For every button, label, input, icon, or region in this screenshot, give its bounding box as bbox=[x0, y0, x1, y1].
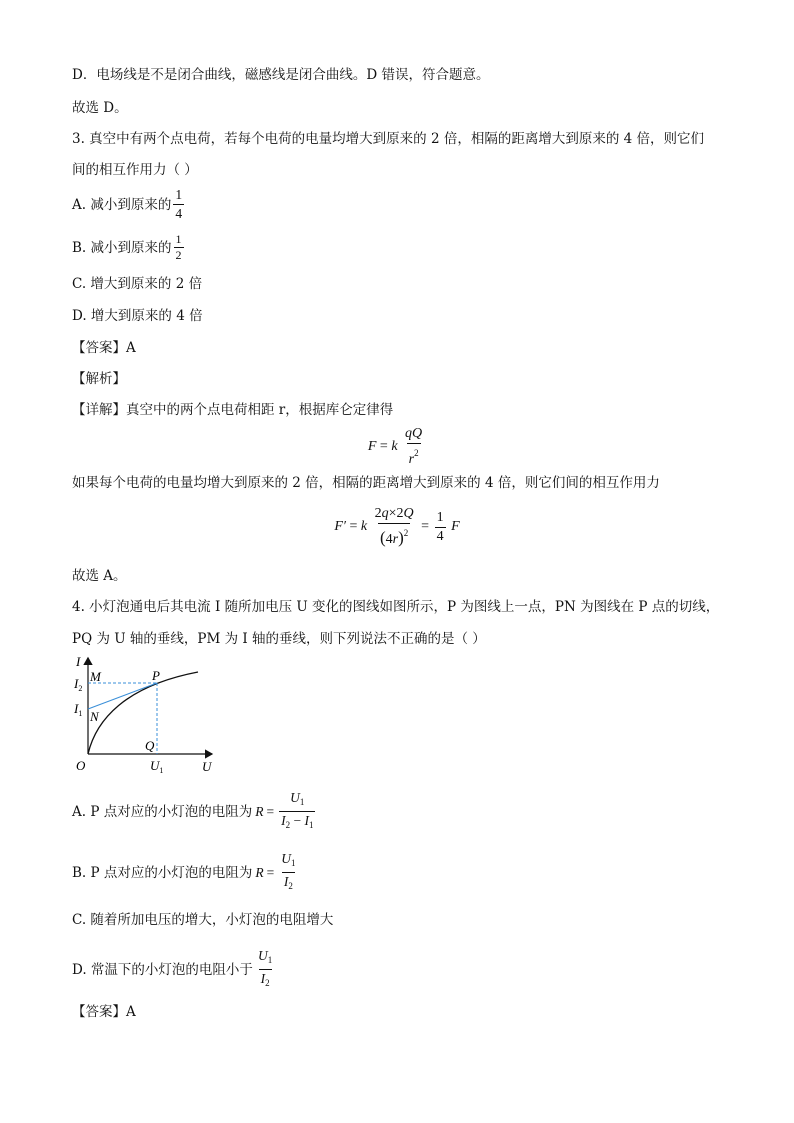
q3-answer-line bbox=[72, 339, 136, 357]
label-u: U bbox=[202, 759, 212, 774]
q3-choose-line: 故选 A。 bbox=[72, 568, 127, 584]
fraction-denominator: 2 bbox=[175, 248, 182, 262]
q3-option-b bbox=[72, 233, 186, 262]
q4-option-b-text: B. P 点对应的小灯泡的电阻为 bbox=[72, 864, 253, 881]
q4-option-c: C. 随着所加电压的增大，小灯泡的电阻增大 bbox=[72, 912, 334, 928]
q4-option-d-text: D. 常温下的小灯泡的电阻小于 bbox=[72, 961, 253, 978]
q3-option-c: C. 增大到原来的 2 倍 bbox=[72, 276, 203, 292]
label-n: N bbox=[90, 709, 99, 724]
q3-equation-1: F = k $\frac{qQ}{r^2}$ bbox=[367, 426, 423, 467]
q3-equation-2: F′ = k $\frac{2q\times 2Q}{(4r)^2}$ = $\frac{1}{4}$ F bbox=[334, 506, 460, 547]
q3-detail-line bbox=[72, 401, 393, 419]
label-o: O bbox=[76, 758, 86, 773]
detail-tag: 【详解】 bbox=[72, 402, 126, 418]
tangent-pn bbox=[88, 683, 157, 709]
q4-option-a bbox=[72, 790, 317, 833]
q3-option-b-fraction bbox=[174, 233, 184, 262]
q3-analysis-tag: 【解析】 bbox=[72, 371, 126, 387]
label-u1: $U_1$ bbox=[150, 758, 164, 775]
label-i2: $I_2$ bbox=[74, 676, 83, 693]
equation-fraction: $\frac{qQ}{r^2}$ bbox=[405, 426, 423, 467]
label-i: I bbox=[76, 654, 81, 669]
label-m: M bbox=[90, 669, 101, 684]
q3-stem-line2: 间的相互作用力（ ） bbox=[72, 162, 198, 178]
q4-option-d-formula: $\frac{U_1}{I_2}$ bbox=[256, 948, 274, 991]
q4-answer-line bbox=[72, 1003, 136, 1021]
answer-tag: 【答案】 bbox=[72, 1004, 126, 1020]
fraction-numerator: 1 bbox=[175, 232, 182, 246]
q3-option-a-text: A. 减小到原来的 bbox=[72, 196, 172, 213]
choose-d-line: 故选 D。 bbox=[72, 100, 128, 116]
q3-stem-line1: 3. 真空中有两个点电荷，若每个电荷的电量均增大到原来的 2 倍，相隔的距离增大到原来的 4 倍，则它们 bbox=[72, 131, 705, 147]
answer-value: A bbox=[126, 340, 136, 356]
equation-fraction: $\frac{2q\times 2Q}{(4r)^2}$ bbox=[374, 506, 414, 547]
label-q: Q bbox=[145, 738, 155, 753]
q4-stem-line1: 4. 小灯泡通电后其电流 I 随所加电压 U 变化的图线如图所示，P 为图线上一点，PN 为图线在 P 点的切线， bbox=[72, 599, 720, 615]
detail-text: 真空中的两个点电荷相距 r，根据库仑定律得 bbox=[126, 402, 394, 418]
answer-tag: 【答案】 bbox=[72, 340, 126, 356]
q4-option-b-formula: R = $\frac{U_1}{I_2}$ bbox=[255, 851, 299, 894]
q4-option-a-text: A. P 点对应的小灯泡的电阻为 bbox=[72, 803, 253, 820]
answer-value: A bbox=[126, 1004, 136, 1020]
q4-option-a-formula: R = $\frac{U_1}{I_2 - I_1}$ bbox=[255, 790, 317, 833]
q3-option-a bbox=[72, 187, 186, 222]
iu-curve bbox=[88, 672, 198, 754]
label-p: P bbox=[152, 668, 160, 683]
q4-stem-line2: PQ 为 U 轴的垂线，PM 为 I 轴的垂线，则下列说法不正确的是（ ） bbox=[72, 631, 486, 647]
iu-graph bbox=[70, 650, 230, 780]
q3-option-a-fraction bbox=[173, 187, 184, 222]
q4-option-b bbox=[72, 851, 300, 894]
fraction-numerator: 1 bbox=[175, 187, 183, 202]
q3-option-d: D. 增大到原来的 4 倍 bbox=[72, 308, 203, 324]
label-i1: $I_1$ bbox=[74, 701, 83, 718]
equation-fraction-quarter: $\frac{1}{4}$ bbox=[436, 509, 444, 544]
fraction-denominator: 4 bbox=[175, 206, 183, 221]
option-d-previous: D．电场线是不是闭合曲线，磁感线是闭合曲线。D 错误，符合题意。 bbox=[72, 67, 490, 83]
q3-after-line: 如果每个电荷的电量均增大到原来的 2 倍，相隔的距离增大到原来的 4 倍，则它们间的相互作用力 bbox=[72, 475, 660, 491]
q3-option-b-text: B. 减小到原来的 bbox=[72, 239, 172, 256]
q4-option-d bbox=[72, 948, 276, 991]
